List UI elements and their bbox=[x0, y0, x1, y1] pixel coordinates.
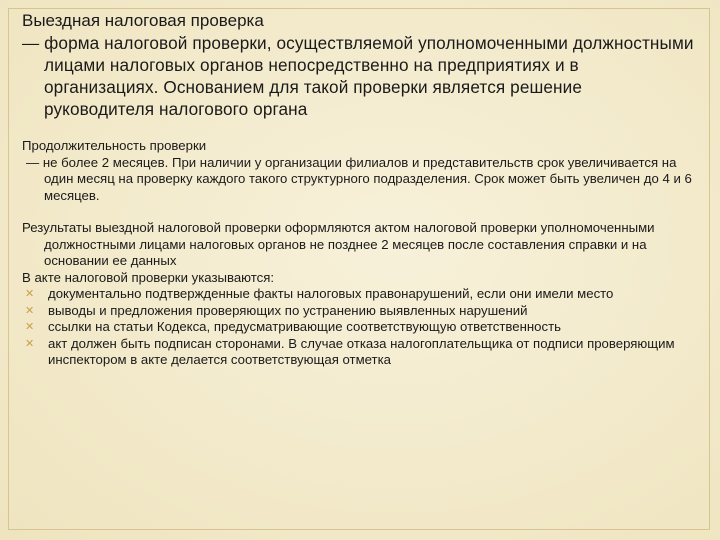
list-item-text: ссылки на статьи Кодекса, предусматривающие соответствующую ответственность bbox=[48, 319, 561, 334]
list-item-text: документально подтвержденные факты налоговых правонарушений, если они имели место bbox=[48, 286, 614, 301]
list-item bbox=[22, 336, 694, 369]
x-mark-icon: ✕ bbox=[25, 288, 35, 300]
results-act-word: актом bbox=[374, 220, 410, 235]
act-list bbox=[22, 286, 694, 369]
page-title: Выездная налоговая проверка bbox=[22, 11, 264, 30]
results-paragraph bbox=[22, 220, 694, 270]
x-mark-icon: ✕ bbox=[25, 304, 35, 317]
results-text-part1: оформляются bbox=[281, 220, 375, 235]
results-text-part2: налоговой проверки уполномоченными должностными лицами налоговых органов не позднее 2 месяцев после составления справки и на основании ее данных bbox=[44, 220, 655, 268]
results-block bbox=[22, 220, 694, 369]
list-item bbox=[22, 319, 694, 336]
slide-content bbox=[22, 10, 694, 369]
x-mark-icon: ✕ bbox=[25, 321, 35, 333]
list-item bbox=[22, 286, 694, 303]
list-item bbox=[22, 303, 694, 320]
duration-text: — не более 2 месяцев. При наличии у организации филиалов и представительств срок увеличивается на один месяц на проверку каждого такого структурного подразделения. Срок может быть увеличен до 4 и 6 месяцев. bbox=[26, 154, 692, 203]
duration-title: Продолжительность проверки bbox=[22, 138, 207, 153]
list-item-text: акт должен быть подписан сторонами. В случае отказа налогоплательщика от подписи проверяющим инспектором в акте делается соответствующая отметка bbox=[48, 335, 675, 367]
list-item-text: выводы и предложения проверяющих по устранению выявленных нарушений bbox=[48, 302, 528, 318]
duration-block bbox=[22, 138, 694, 204]
act-title: В акте налоговой проверки указываются: bbox=[22, 269, 275, 285]
results-title: Результаты выездной налоговой проверки bbox=[22, 220, 282, 235]
definition-text: — форма налоговой проверки, осуществляемой уполномоченными должностными лицами налоговых органов непосредственно на предприятиях и в организациях. Основанием для такой проверки является решение руководителя налогового органа bbox=[22, 33, 694, 119]
definition-block bbox=[22, 10, 694, 120]
x-mark-icon: ✕ bbox=[25, 337, 35, 350]
